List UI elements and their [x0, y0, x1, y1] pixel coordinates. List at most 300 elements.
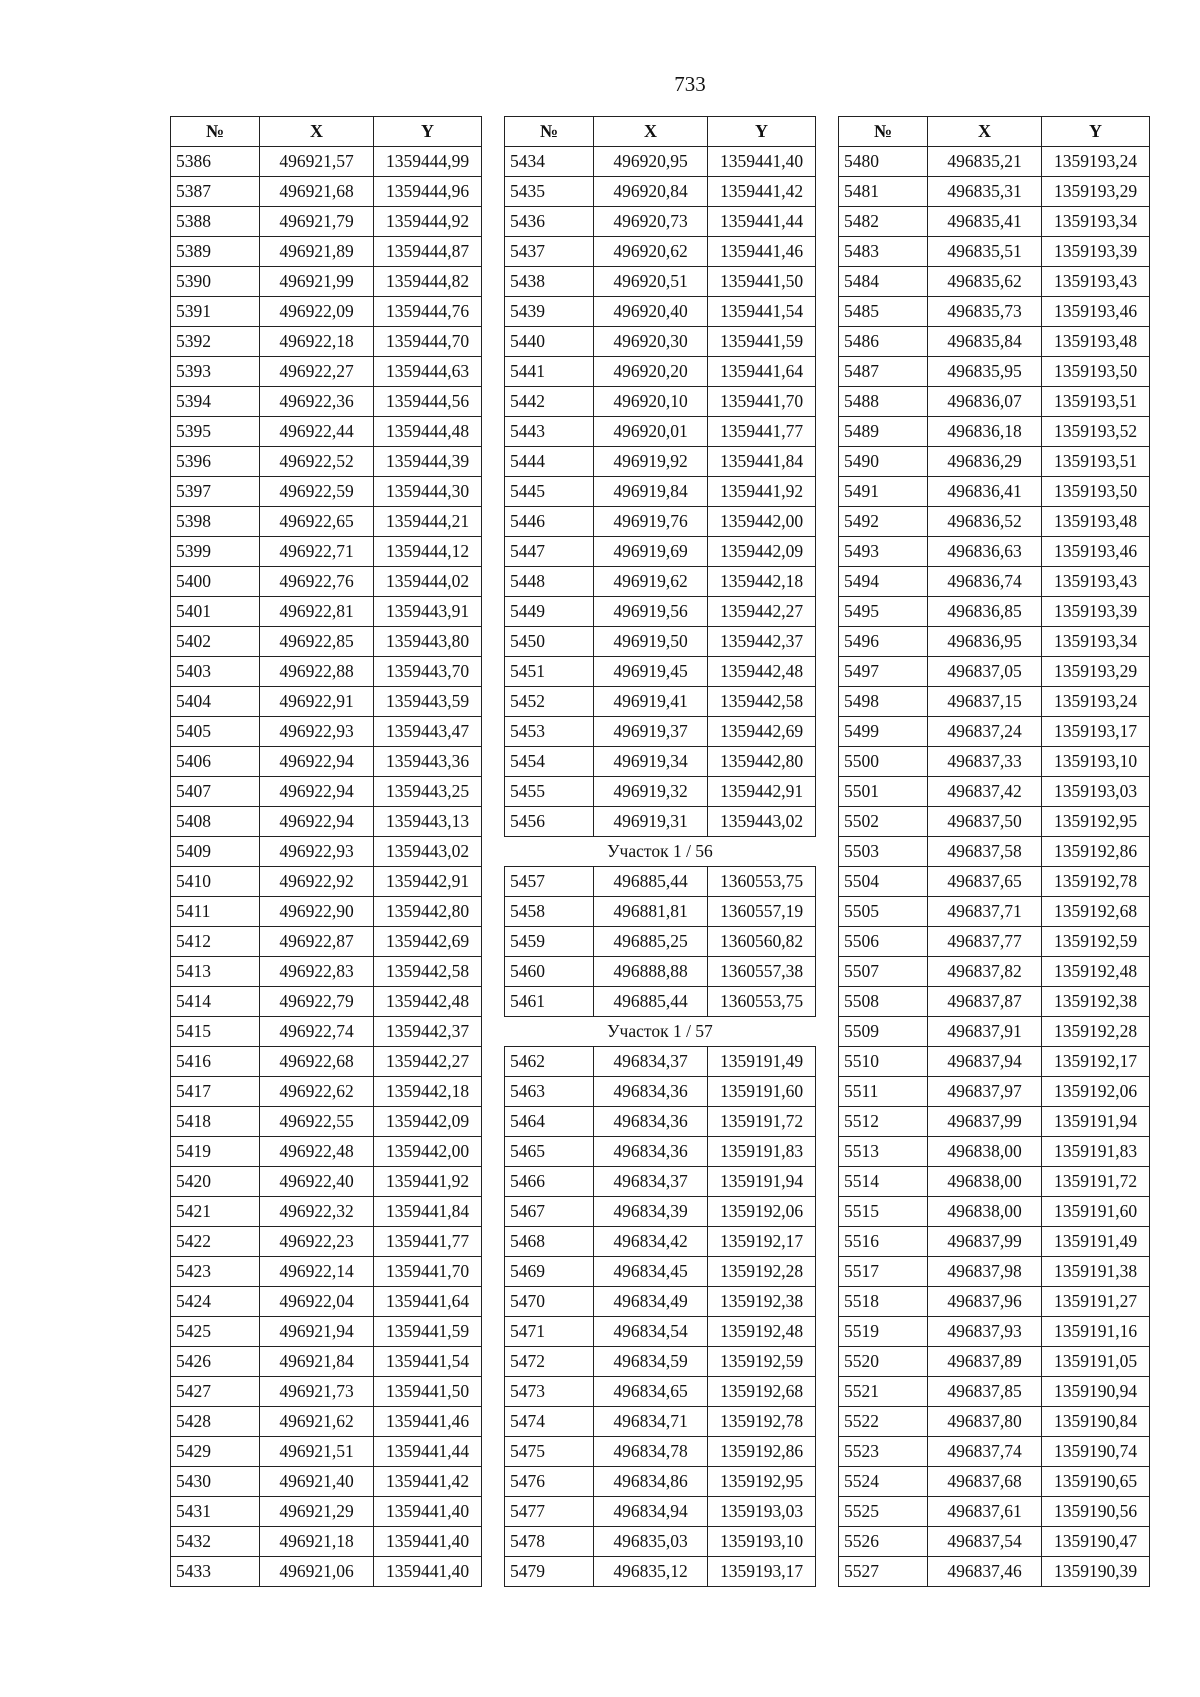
point-number-cell: 5516 [839, 1227, 928, 1257]
point-number-cell: 5471 [505, 1317, 594, 1347]
table-row [839, 1467, 1150, 1497]
point-number-cell: 5499 [839, 717, 928, 747]
table-row [505, 507, 816, 537]
y-coordinate-cell: 1359443,13 [374, 807, 482, 837]
point-number-cell: 5412 [171, 927, 260, 957]
y-coordinate-cell: 1359191,60 [1042, 1197, 1150, 1227]
y-coordinate-cell: 1359190,47 [1042, 1527, 1150, 1557]
point-number-cell: 5497 [839, 657, 928, 687]
table-row [171, 627, 482, 657]
point-number-cell: 5400 [171, 567, 260, 597]
table-row [839, 987, 1150, 1017]
point-number-cell: 5519 [839, 1317, 928, 1347]
point-number-cell: 5435 [505, 177, 594, 207]
table-row [505, 747, 816, 777]
point-number-cell: 5464 [505, 1107, 594, 1137]
table-row [171, 1317, 482, 1347]
x-coordinate-cell: 496837,24 [928, 717, 1042, 747]
point-number-cell: 5482 [839, 207, 928, 237]
x-coordinate-cell: 496922,65 [260, 507, 374, 537]
table-row [505, 1467, 816, 1497]
point-number-cell: 5483 [839, 237, 928, 267]
x-coordinate-cell: 496922,76 [260, 567, 374, 597]
y-coordinate-cell: 1359191,72 [708, 1107, 816, 1137]
x-coordinate-cell: 496835,51 [928, 237, 1042, 267]
y-coordinate-cell: 1359192,06 [1042, 1077, 1150, 1107]
table-row [505, 1047, 816, 1077]
x-coordinate-cell: 496922,27 [260, 357, 374, 387]
table-row [839, 297, 1150, 327]
x-coordinate-cell: 496922,44 [260, 417, 374, 447]
x-coordinate-cell: 496922,94 [260, 747, 374, 777]
x-coordinate-cell: 496837,71 [928, 897, 1042, 927]
x-coordinate-cell: 496922,09 [260, 297, 374, 327]
x-coordinate-cell: 496919,32 [594, 777, 708, 807]
point-number-cell: 5419 [171, 1137, 260, 1167]
y-coordinate-cell: 1359193,46 [1042, 537, 1150, 567]
y-coordinate-cell: 1359441,77 [374, 1227, 482, 1257]
x-coordinate-cell: 496920,84 [594, 177, 708, 207]
x-coordinate-cell: 496834,54 [594, 1317, 708, 1347]
x-coordinate-cell: 496920,95 [594, 147, 708, 177]
point-number-cell: 5469 [505, 1257, 594, 1287]
table-row [505, 687, 816, 717]
point-number-cell: 5456 [505, 807, 594, 837]
x-coordinate-cell: 496837,61 [928, 1497, 1042, 1527]
point-number-cell: 5430 [171, 1467, 260, 1497]
point-number-cell: 5477 [505, 1497, 594, 1527]
y-coordinate-cell: 1359192,06 [708, 1197, 816, 1227]
y-coordinate-cell: 1360557,19 [708, 897, 816, 927]
x-coordinate-cell: 496837,05 [928, 657, 1042, 687]
point-number-cell: 5502 [839, 807, 928, 837]
point-number-cell: 5484 [839, 267, 928, 297]
point-number-cell: 5479 [505, 1557, 594, 1587]
y-coordinate-cell: 1359444,87 [374, 237, 482, 267]
point-number-cell: 5481 [839, 177, 928, 207]
point-number-cell: 5466 [505, 1167, 594, 1197]
x-coordinate-cell: 496920,40 [594, 297, 708, 327]
x-coordinate-cell: 496920,51 [594, 267, 708, 297]
table-row [839, 537, 1150, 567]
table-row [839, 627, 1150, 657]
table-row [839, 1407, 1150, 1437]
point-number-cell: 5506 [839, 927, 928, 957]
y-coordinate-cell: 1359443,70 [374, 657, 482, 687]
point-number-cell: 5455 [505, 777, 594, 807]
x-coordinate-cell: 496922,23 [260, 1227, 374, 1257]
point-number-cell: 5395 [171, 417, 260, 447]
table-row [839, 1107, 1150, 1137]
table-row [839, 867, 1150, 897]
x-coordinate-cell: 496922,93 [260, 717, 374, 747]
y-coordinate-cell: 1359442,00 [374, 1137, 482, 1167]
y-coordinate-cell: 1359441,59 [708, 327, 816, 357]
table-row [171, 687, 482, 717]
table-row [839, 1047, 1150, 1077]
point-number-cell: 5472 [505, 1347, 594, 1377]
header-number: № [171, 117, 260, 147]
table-row [505, 957, 816, 987]
point-number-cell: 5478 [505, 1527, 594, 1557]
point-number-cell: 5411 [171, 897, 260, 927]
table-row [171, 297, 482, 327]
x-coordinate-cell: 496837,94 [928, 1047, 1042, 1077]
point-number-cell: 5431 [171, 1497, 260, 1527]
table-row [505, 267, 816, 297]
y-coordinate-cell: 1359442,37 [374, 1017, 482, 1047]
y-coordinate-cell: 1359443,36 [374, 747, 482, 777]
x-coordinate-cell: 496837,74 [928, 1437, 1042, 1467]
x-coordinate-cell: 496922,48 [260, 1137, 374, 1167]
x-coordinate-cell: 496919,37 [594, 717, 708, 747]
table-row [839, 837, 1150, 867]
point-number-cell: 5454 [505, 747, 594, 777]
x-coordinate-cell: 496834,37 [594, 1167, 708, 1197]
x-coordinate-cell: 496837,87 [928, 987, 1042, 1017]
section-row [505, 1017, 816, 1047]
y-coordinate-cell: 1359193,43 [1042, 267, 1150, 297]
y-coordinate-cell: 1360553,75 [708, 987, 816, 1017]
point-number-cell: 5514 [839, 1167, 928, 1197]
y-coordinate-cell: 1359441,92 [708, 477, 816, 507]
x-coordinate-cell: 496836,85 [928, 597, 1042, 627]
y-coordinate-cell: 1359444,30 [374, 477, 482, 507]
x-coordinate-cell: 496920,30 [594, 327, 708, 357]
point-number-cell: 5473 [505, 1377, 594, 1407]
x-coordinate-cell: 496836,07 [928, 387, 1042, 417]
table-row [505, 807, 816, 837]
x-coordinate-cell: 496837,15 [928, 687, 1042, 717]
point-number-cell: 5387 [171, 177, 260, 207]
x-coordinate-cell: 496837,96 [928, 1287, 1042, 1317]
table-row [171, 987, 482, 1017]
x-coordinate-cell: 496919,56 [594, 597, 708, 627]
point-number-cell: 5426 [171, 1347, 260, 1377]
y-coordinate-cell: 1359193,51 [1042, 447, 1150, 477]
table-row [839, 1227, 1150, 1257]
y-coordinate-cell: 1359192,86 [1042, 837, 1150, 867]
x-coordinate-cell: 496888,88 [594, 957, 708, 987]
table-row [505, 987, 816, 1017]
point-number-cell: 5513 [839, 1137, 928, 1167]
y-coordinate-cell: 1359190,94 [1042, 1377, 1150, 1407]
coordinates-table-middle [504, 116, 816, 1587]
point-number-cell: 5397 [171, 477, 260, 507]
y-coordinate-cell: 1359193,17 [1042, 717, 1150, 747]
y-coordinate-cell: 1360557,38 [708, 957, 816, 987]
y-coordinate-cell: 1359443,91 [374, 597, 482, 627]
y-coordinate-cell: 1359193,52 [1042, 417, 1150, 447]
table-row [171, 1137, 482, 1167]
x-coordinate-cell: 496834,78 [594, 1437, 708, 1467]
point-number-cell: 5399 [171, 537, 260, 567]
y-coordinate-cell: 1359192,38 [708, 1287, 816, 1317]
point-number-cell: 5512 [839, 1107, 928, 1137]
table-row [839, 687, 1150, 717]
x-coordinate-cell: 496834,45 [594, 1257, 708, 1287]
y-coordinate-cell: 1359192,86 [708, 1437, 816, 1467]
table-header-row [505, 117, 816, 147]
point-number-cell: 5491 [839, 477, 928, 507]
point-number-cell: 5501 [839, 777, 928, 807]
y-coordinate-cell: 1359442,69 [708, 717, 816, 747]
y-coordinate-cell: 1359443,02 [374, 837, 482, 867]
y-coordinate-cell: 1359442,58 [708, 687, 816, 717]
table-row [171, 717, 482, 747]
x-coordinate-cell: 496920,20 [594, 357, 708, 387]
y-coordinate-cell: 1359441,64 [374, 1287, 482, 1317]
y-coordinate-cell: 1359441,42 [708, 177, 816, 207]
y-coordinate-cell: 1359444,39 [374, 447, 482, 477]
table-row [171, 867, 482, 897]
point-number-cell: 5509 [839, 1017, 928, 1047]
y-coordinate-cell: 1359444,76 [374, 297, 482, 327]
x-coordinate-cell: 496834,36 [594, 1077, 708, 1107]
y-coordinate-cell: 1359442,69 [374, 927, 482, 957]
point-number-cell: 5452 [505, 687, 594, 717]
point-number-cell: 5504 [839, 867, 928, 897]
y-coordinate-cell: 1359442,18 [374, 1077, 482, 1107]
x-coordinate-cell: 496922,88 [260, 657, 374, 687]
y-coordinate-cell: 1359193,51 [1042, 387, 1150, 417]
table-row [171, 1077, 482, 1107]
table-row [505, 237, 816, 267]
y-coordinate-cell: 1359190,84 [1042, 1407, 1150, 1437]
y-coordinate-cell: 1359192,48 [708, 1317, 816, 1347]
x-coordinate-cell: 496921,40 [260, 1467, 374, 1497]
y-coordinate-cell: 1359442,48 [374, 987, 482, 1017]
table-row [839, 1017, 1150, 1047]
table-row [839, 1557, 1150, 1587]
table-row [505, 1167, 816, 1197]
table-row [839, 1197, 1150, 1227]
table-row [171, 777, 482, 807]
table-row [505, 477, 816, 507]
point-number-cell: 5423 [171, 1257, 260, 1287]
point-number-cell: 5468 [505, 1227, 594, 1257]
point-number-cell: 5507 [839, 957, 928, 987]
x-coordinate-cell: 496922,68 [260, 1047, 374, 1077]
point-number-cell: 5401 [171, 597, 260, 627]
y-coordinate-cell: 1359443,25 [374, 777, 482, 807]
point-number-cell: 5386 [171, 147, 260, 177]
table-row [505, 897, 816, 927]
y-coordinate-cell: 1359441,40 [374, 1557, 482, 1587]
x-coordinate-cell: 496835,73 [928, 297, 1042, 327]
x-coordinate-cell: 496919,62 [594, 567, 708, 597]
y-coordinate-cell: 1359191,49 [1042, 1227, 1150, 1257]
x-coordinate-cell: 496836,74 [928, 567, 1042, 597]
y-coordinate-cell: 1359192,59 [708, 1347, 816, 1377]
point-number-cell: 5405 [171, 717, 260, 747]
x-coordinate-cell: 496922,32 [260, 1197, 374, 1227]
y-coordinate-cell: 1359192,78 [1042, 867, 1150, 897]
x-coordinate-cell: 496919,31 [594, 807, 708, 837]
x-coordinate-cell: 496922,92 [260, 867, 374, 897]
table-row [839, 1497, 1150, 1527]
y-coordinate-cell: 1359441,54 [708, 297, 816, 327]
y-coordinate-cell: 1359444,21 [374, 507, 482, 537]
table-row [505, 207, 816, 237]
x-coordinate-cell: 496837,33 [928, 747, 1042, 777]
table-row [839, 1167, 1150, 1197]
x-coordinate-cell: 496834,59 [594, 1347, 708, 1377]
table-row [171, 747, 482, 777]
y-coordinate-cell: 1359442,80 [708, 747, 816, 777]
point-number-cell: 5446 [505, 507, 594, 537]
y-coordinate-cell: 1359441,44 [708, 207, 816, 237]
y-coordinate-cell: 1359190,39 [1042, 1557, 1150, 1587]
y-coordinate-cell: 1359190,56 [1042, 1497, 1150, 1527]
x-coordinate-cell: 496921,51 [260, 1437, 374, 1467]
table-row [839, 777, 1150, 807]
x-coordinate-cell: 496837,46 [928, 1557, 1042, 1587]
table-row [171, 837, 482, 867]
header-y: Y [708, 117, 816, 147]
table-row [839, 1347, 1150, 1377]
point-number-cell: 5462 [505, 1047, 594, 1077]
table-row [839, 267, 1150, 297]
point-number-cell: 5408 [171, 807, 260, 837]
x-coordinate-cell: 496922,36 [260, 387, 374, 417]
table-row [171, 207, 482, 237]
y-coordinate-cell: 1359442,09 [708, 537, 816, 567]
point-number-cell: 5427 [171, 1377, 260, 1407]
y-coordinate-cell: 1359192,17 [708, 1227, 816, 1257]
point-number-cell: 5458 [505, 897, 594, 927]
x-coordinate-cell: 496837,80 [928, 1407, 1042, 1437]
y-coordinate-cell: 1360560,82 [708, 927, 816, 957]
table-row [505, 1137, 816, 1167]
point-number-cell: 5410 [171, 867, 260, 897]
point-number-cell: 5415 [171, 1017, 260, 1047]
table-row [171, 237, 482, 267]
point-number-cell: 5449 [505, 597, 594, 627]
y-coordinate-cell: 1359191,27 [1042, 1287, 1150, 1317]
point-number-cell: 5440 [505, 327, 594, 357]
x-coordinate-cell: 496922,04 [260, 1287, 374, 1317]
table-row [171, 1377, 482, 1407]
table-row [505, 1227, 816, 1257]
point-number-cell: 5480 [839, 147, 928, 177]
table-row [171, 1047, 482, 1077]
table-row [839, 417, 1150, 447]
point-number-cell: 5388 [171, 207, 260, 237]
point-number-cell: 5518 [839, 1287, 928, 1317]
table-row [171, 597, 482, 627]
table-row [505, 1287, 816, 1317]
x-coordinate-cell: 496837,99 [928, 1227, 1042, 1257]
y-coordinate-cell: 1359191,83 [1042, 1137, 1150, 1167]
y-coordinate-cell: 1359193,50 [1042, 477, 1150, 507]
point-number-cell: 5525 [839, 1497, 928, 1527]
table-row [505, 327, 816, 357]
table-row [171, 417, 482, 447]
x-coordinate-cell: 496919,92 [594, 447, 708, 477]
y-coordinate-cell: 1359442,18 [708, 567, 816, 597]
table-row [505, 1077, 816, 1107]
point-number-cell: 5500 [839, 747, 928, 777]
point-number-cell: 5398 [171, 507, 260, 537]
section-title: Участок 1 / 56 [505, 837, 816, 867]
point-number-cell: 5527 [839, 1557, 928, 1587]
x-coordinate-cell: 496834,94 [594, 1497, 708, 1527]
table-row [505, 1377, 816, 1407]
table-row [505, 1497, 816, 1527]
table-row [171, 657, 482, 687]
table-row [171, 807, 482, 837]
table-row [171, 387, 482, 417]
point-number-cell: 5463 [505, 1077, 594, 1107]
y-coordinate-cell: 1359192,59 [1042, 927, 1150, 957]
y-coordinate-cell: 1359441,84 [708, 447, 816, 477]
x-coordinate-cell: 496837,89 [928, 1347, 1042, 1377]
x-coordinate-cell: 496921,57 [260, 147, 374, 177]
point-number-cell: 5489 [839, 417, 928, 447]
x-coordinate-cell: 496835,31 [928, 177, 1042, 207]
y-coordinate-cell: 1359441,44 [374, 1437, 482, 1467]
table-row [839, 177, 1150, 207]
point-number-cell: 5402 [171, 627, 260, 657]
x-coordinate-cell: 496920,01 [594, 417, 708, 447]
point-number-cell: 5390 [171, 267, 260, 297]
y-coordinate-cell: 1359193,43 [1042, 567, 1150, 597]
point-number-cell: 5493 [839, 537, 928, 567]
y-coordinate-cell: 1359192,68 [708, 1377, 816, 1407]
table-row [505, 717, 816, 747]
table-row [171, 1557, 482, 1587]
header-x: X [928, 117, 1042, 147]
table-row [505, 447, 816, 477]
header-x: X [260, 117, 374, 147]
point-number-cell: 5496 [839, 627, 928, 657]
y-coordinate-cell: 1359193,50 [1042, 357, 1150, 387]
x-coordinate-cell: 496834,65 [594, 1377, 708, 1407]
table-row [505, 1407, 816, 1437]
x-coordinate-cell: 496922,81 [260, 597, 374, 627]
y-coordinate-cell: 1359444,48 [374, 417, 482, 447]
y-coordinate-cell: 1359193,34 [1042, 627, 1150, 657]
table-row [171, 1017, 482, 1047]
x-coordinate-cell: 496837,91 [928, 1017, 1042, 1047]
table-row [839, 147, 1150, 177]
point-number-cell: 5476 [505, 1467, 594, 1497]
y-coordinate-cell: 1359192,48 [1042, 957, 1150, 987]
x-coordinate-cell: 496920,73 [594, 207, 708, 237]
y-coordinate-cell: 1359444,96 [374, 177, 482, 207]
point-number-cell: 5515 [839, 1197, 928, 1227]
y-coordinate-cell: 1359191,60 [708, 1077, 816, 1107]
point-number-cell: 5485 [839, 297, 928, 327]
x-coordinate-cell: 496919,50 [594, 627, 708, 657]
point-number-cell: 5445 [505, 477, 594, 507]
x-coordinate-cell: 496922,62 [260, 1077, 374, 1107]
point-number-cell: 5416 [171, 1047, 260, 1077]
point-number-cell: 5494 [839, 567, 928, 597]
point-number-cell: 5436 [505, 207, 594, 237]
page-number: 733 [674, 72, 706, 96]
header-y: Y [1042, 117, 1150, 147]
point-number-cell: 5437 [505, 237, 594, 267]
table-row [839, 807, 1150, 837]
table-row [505, 177, 816, 207]
y-coordinate-cell: 1359441,77 [708, 417, 816, 447]
table-row [171, 1347, 482, 1377]
x-coordinate-cell: 496920,62 [594, 237, 708, 267]
y-coordinate-cell: 1359441,40 [374, 1527, 482, 1557]
table-row [839, 957, 1150, 987]
